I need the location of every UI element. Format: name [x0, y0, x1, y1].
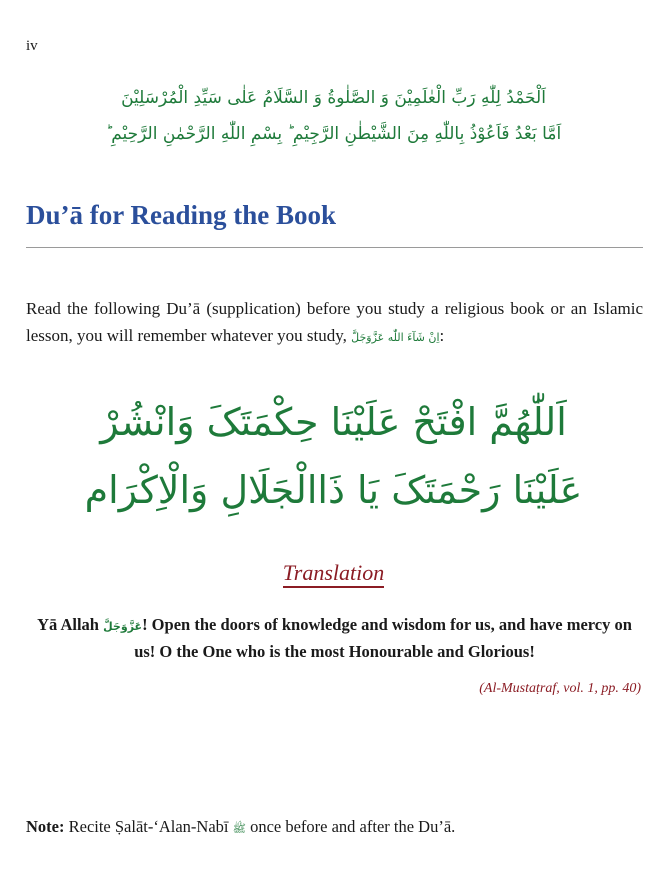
note-post: once before and after the Du’ā.: [245, 817, 456, 836]
translation-post: ! Open the doors of knowledge and wisdom for us, and have mercy on us! O the One who is the most Honourable and Glorious!: [134, 615, 632, 661]
opening-supplication-line-2: اَمَّا بَعْدُ فَاَعُوْذُ بِاللّٰهِ مِنَ الشَّیْطٰنِ الرَّجِیْمِ ؕ بِسْمِ اللّٰهِ الرَّحْمٰنِ الرَّحِیْمِ ؕ: [105, 124, 562, 144]
intro-end: :: [439, 326, 445, 345]
page-number: iv: [26, 38, 38, 54]
opening-supplication-line-1: اَلْحَمْدُ لِلّٰهِ رَبِّ الْعٰلَمِیْنَ وَ الصَّلٰوةُ وَ السَّلَامُ عَلٰی سَیِّدِ الْمُرْسَلِیْنَ: [121, 88, 546, 108]
intro-text: Read the following Du’ā (supplication) before you study a religious book or an Islamic lesson, you will remember whatever you study,: [26, 299, 643, 345]
translation-heading: [0, 560, 667, 586]
dua-line-1: اَللّٰھُمَّ افْتَحْ عَلَیْنَا حِکْمَتَکَ وَانْشُرْ: [100, 400, 567, 444]
salawat-glyph: ﷺ: [232, 822, 246, 835]
dua-line-2: عَلَیْنَا رَحْمَتَکَ یَا ذَاالْجَلَالِ وَالْاِکْرَام: [84, 468, 583, 512]
translation-text: [26, 612, 643, 664]
heading-divider: [26, 247, 643, 248]
note-line: [26, 817, 455, 838]
intro-paragraph: [26, 295, 643, 351]
source-reference: (Al-Mustaṭraf, vol. 1, pp. 40): [479, 681, 641, 696]
azza-wajal-inline: عَزَّوَجَلَّ: [103, 620, 143, 633]
note-label: Note:: [26, 817, 65, 836]
insha-allah-inline: اِنْ شَآءَ اللّٰه عَزَّوَجَلَّ: [351, 331, 440, 344]
translation-heading-text: Translation: [283, 560, 384, 588]
page-title: Du’ā for Reading the Book: [26, 200, 337, 230]
translation-pre: Yā Allah: [37, 615, 104, 634]
note-pre: Recite Ṣalāt-‘Alan-Nabī: [64, 817, 233, 836]
